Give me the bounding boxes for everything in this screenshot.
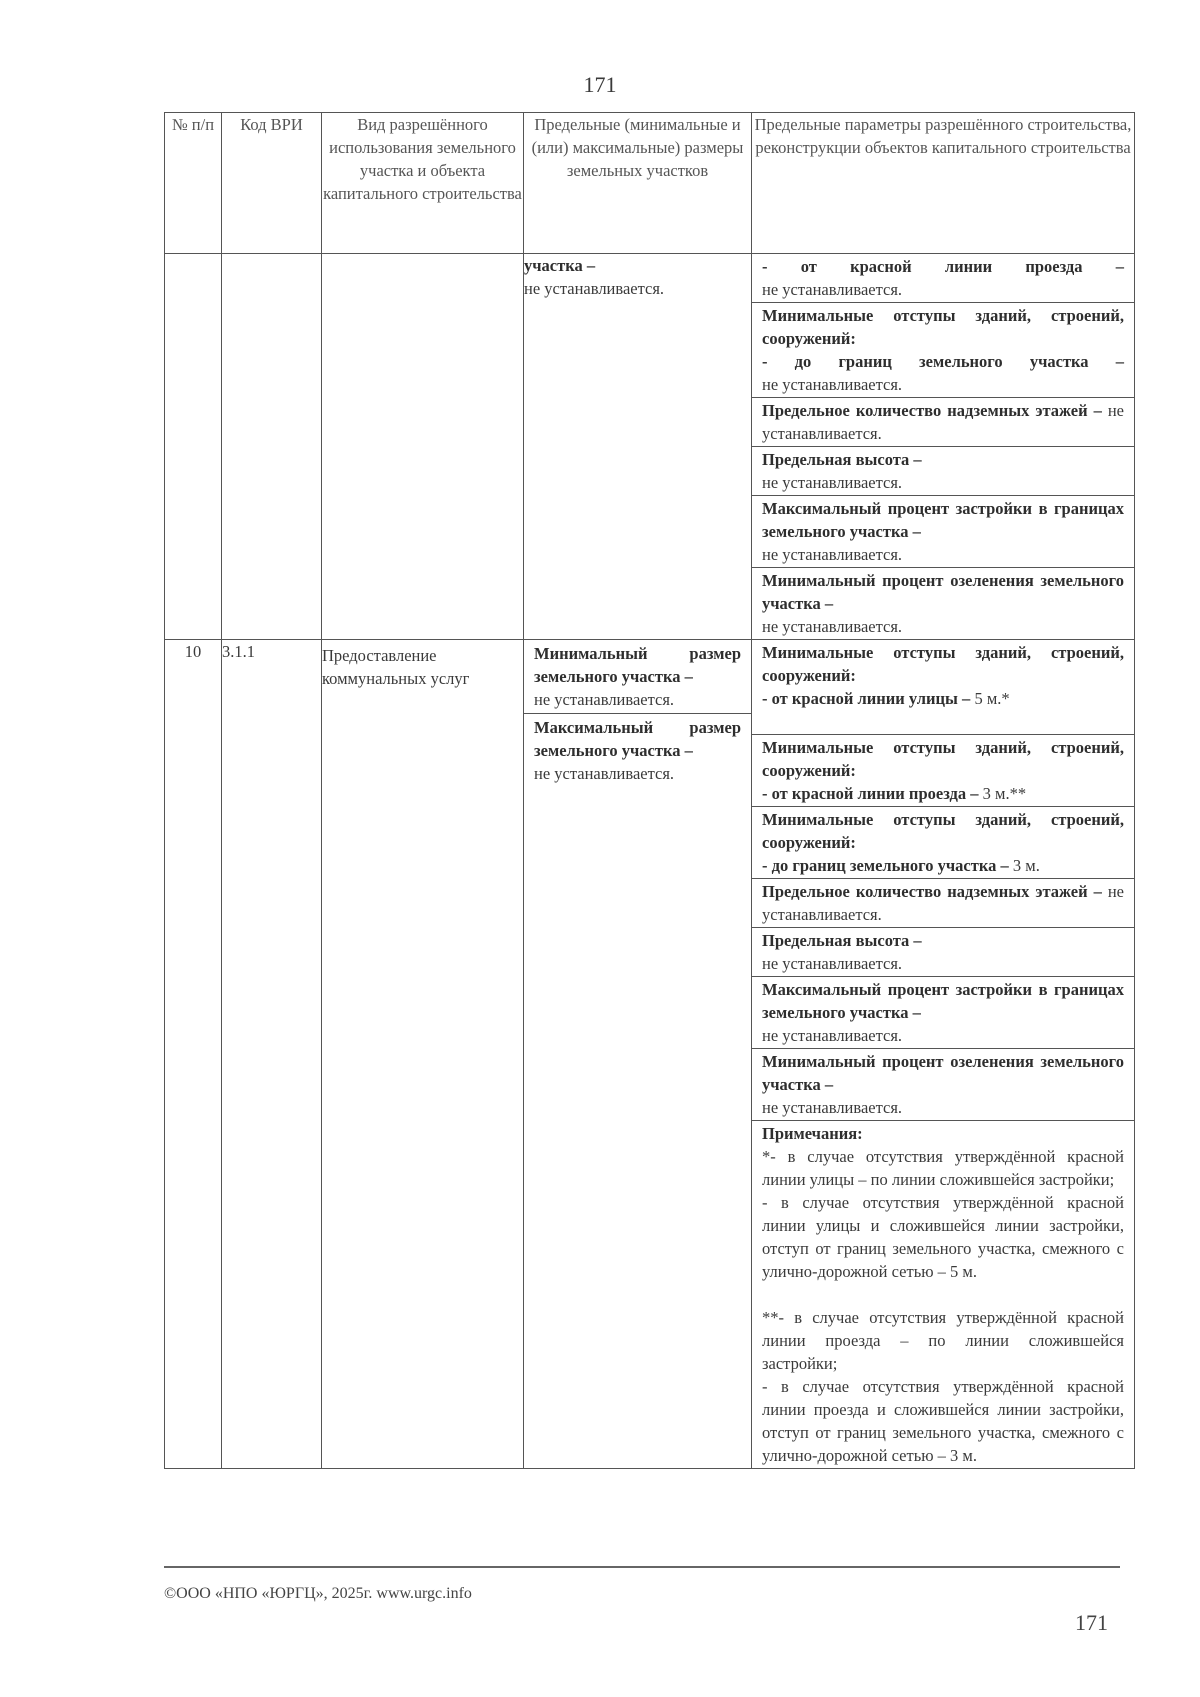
param-10-3-bold2: - до границ земельного участка – (762, 856, 1009, 875)
size-cont-text: не устанавливается. (524, 279, 665, 298)
param-10-1-text: 5 м.* (970, 689, 1010, 708)
param-cont-6-bold: Минимальный процент озеленения земельного участка – (762, 571, 1124, 613)
page-number-bottom: 171 (1075, 1610, 1108, 1635)
param-10-2-bold: Минимальные отступы зданий, строений, сооружений: (762, 738, 1124, 780)
param-cont-6-text: не устанавливается. (762, 617, 903, 636)
header-size: Предельные (минимальные и (или) максимальные) размеры земельных участков (524, 113, 752, 254)
param-10-6-text: не устанавливается. (762, 1026, 903, 1045)
param-cont-2-bold2: - до границ земельного участка – (762, 352, 1124, 371)
header-type: Вид разрешённого использования земельного участка и объекта капитального строительства (322, 113, 524, 254)
header-num: № п/п (165, 113, 222, 254)
cell-type-10: Предоставление коммунальных услуг (322, 640, 524, 1469)
param-cont-4-text: не устанавливается. (762, 473, 903, 492)
cell-params-cont (752, 254, 1135, 640)
param-10-6-bold: Максимальный процент застройки в границах земельного участка – (762, 980, 1124, 1022)
param-10-3-bold: Минимальные отступы зданий, строений, сооружений: (762, 810, 1124, 852)
param-10-1 (752, 640, 1134, 735)
param-cont-3-text: не устанавливается. (762, 401, 1124, 443)
size-cont-bold: участка – (524, 256, 596, 275)
header-code: Код ВРИ (222, 113, 322, 254)
footer-divider (164, 1566, 1120, 1568)
param-10-2-bold2: - от красной линии проезда – (762, 784, 979, 803)
cell-size-cont (524, 254, 752, 640)
param-10-5 (752, 928, 1134, 977)
param-10-3 (752, 807, 1134, 879)
notes-title: Примечания: (762, 1124, 863, 1143)
param-10-5-bold: Предельная высота – (762, 931, 922, 950)
param-cont-3 (752, 398, 1134, 447)
size-max-bold: Максимальный размер земельного участка – (534, 718, 741, 760)
param-cont-4 (752, 447, 1134, 496)
notes (752, 1121, 1134, 1468)
size-min-bold: Минимальный размер земельного участка – (534, 644, 741, 686)
param-10-4-text: не устанавливается. (762, 882, 1124, 924)
note-2: - в случае отсутствия утверждённой красной линии улицы и сложившейся линии застройки, отступ от границ земельного участка, смежного с улично-дорожной сетью – 5 м. (762, 1193, 1124, 1281)
cell-size-10 (524, 640, 752, 1469)
cell-params-10 (752, 640, 1135, 1469)
table-row-10 (165, 640, 1135, 1469)
param-10-7 (752, 1049, 1134, 1121)
size-min (524, 640, 751, 714)
param-10-2 (752, 735, 1134, 807)
param-10-1-bold2: - от красной линии улицы – (762, 689, 971, 708)
param-10-1-bold: Минимальные отступы зданий, строений, сооружений: (762, 643, 1124, 685)
footer-copyright: ©ООО «НПО «ЮРГЦ», 2025г. www.urgc.info (164, 1585, 472, 1602)
note-1: *- в случае отсутствия утверждённой красной линии улицы – по линии сложившейся застройки; (762, 1147, 1124, 1189)
cell-code-cont (222, 254, 322, 640)
param-cont-5 (752, 496, 1134, 568)
regulations-table (164, 112, 1135, 1469)
param-10-5-text: не устанавливается. (762, 954, 903, 973)
header-params: Предельные параметры разрешённого строительства, реконструкции объектов капитального строительства (752, 113, 1135, 254)
cell-code-10: 3.1.1 (222, 640, 322, 1469)
param-10-4 (752, 879, 1134, 928)
param-10-6 (752, 977, 1134, 1049)
table-row-continuation (165, 254, 1135, 640)
param-cont-1-bold: - от красной линии проезда – (762, 257, 1124, 276)
size-max (524, 714, 751, 787)
note-3: **- в случае отсутствия утверждённой красной линии проезда – по линии сложившейся застройки; (762, 1308, 1124, 1373)
param-cont-1 (752, 254, 1134, 303)
size-min-text: не устанавливается. (534, 690, 675, 709)
param-cont-6 (752, 568, 1134, 639)
param-10-2-text: 3 м.** (978, 784, 1027, 803)
size-max-text: не устанавливается. (534, 764, 675, 783)
param-10-3-text: 3 м. (1008, 856, 1040, 875)
param-10-7-text: не устанавливается. (762, 1098, 903, 1117)
param-cont-4-bold: Предельная высота – (762, 450, 922, 469)
param-cont-2-bold: Минимальные отступы зданий, строений, сооружений: (762, 306, 1124, 348)
param-cont-5-text: не устанавливается. (762, 545, 903, 564)
param-10-7-bold: Минимальный процент озеленения земельного участка – (762, 1052, 1124, 1094)
param-cont-5-bold: Максимальный процент застройки в границах земельного участка – (762, 499, 1124, 541)
cell-num-10: 10 (165, 640, 222, 1469)
table-header-row (165, 113, 1135, 254)
cell-num-cont (165, 254, 222, 640)
page-number-top: 171 (583, 72, 617, 97)
param-10-4-bold: Предельное количество надземных этажей – (762, 882, 1102, 901)
param-cont-3-bold: Предельное количество надземных этажей – (762, 401, 1102, 420)
note-4: - в случае отсутствия утверждённой красной линии проезда и сложившейся линии застройки, отступ от границ земельного участка, смежного с улично-дорожной сетью – 3 м. (762, 1377, 1124, 1465)
param-cont-2-text: не устанавливается. (762, 375, 903, 394)
param-cont-2 (752, 303, 1134, 398)
cell-type-cont (322, 254, 524, 640)
param-cont-1-text: не устанавливается. (762, 280, 903, 299)
